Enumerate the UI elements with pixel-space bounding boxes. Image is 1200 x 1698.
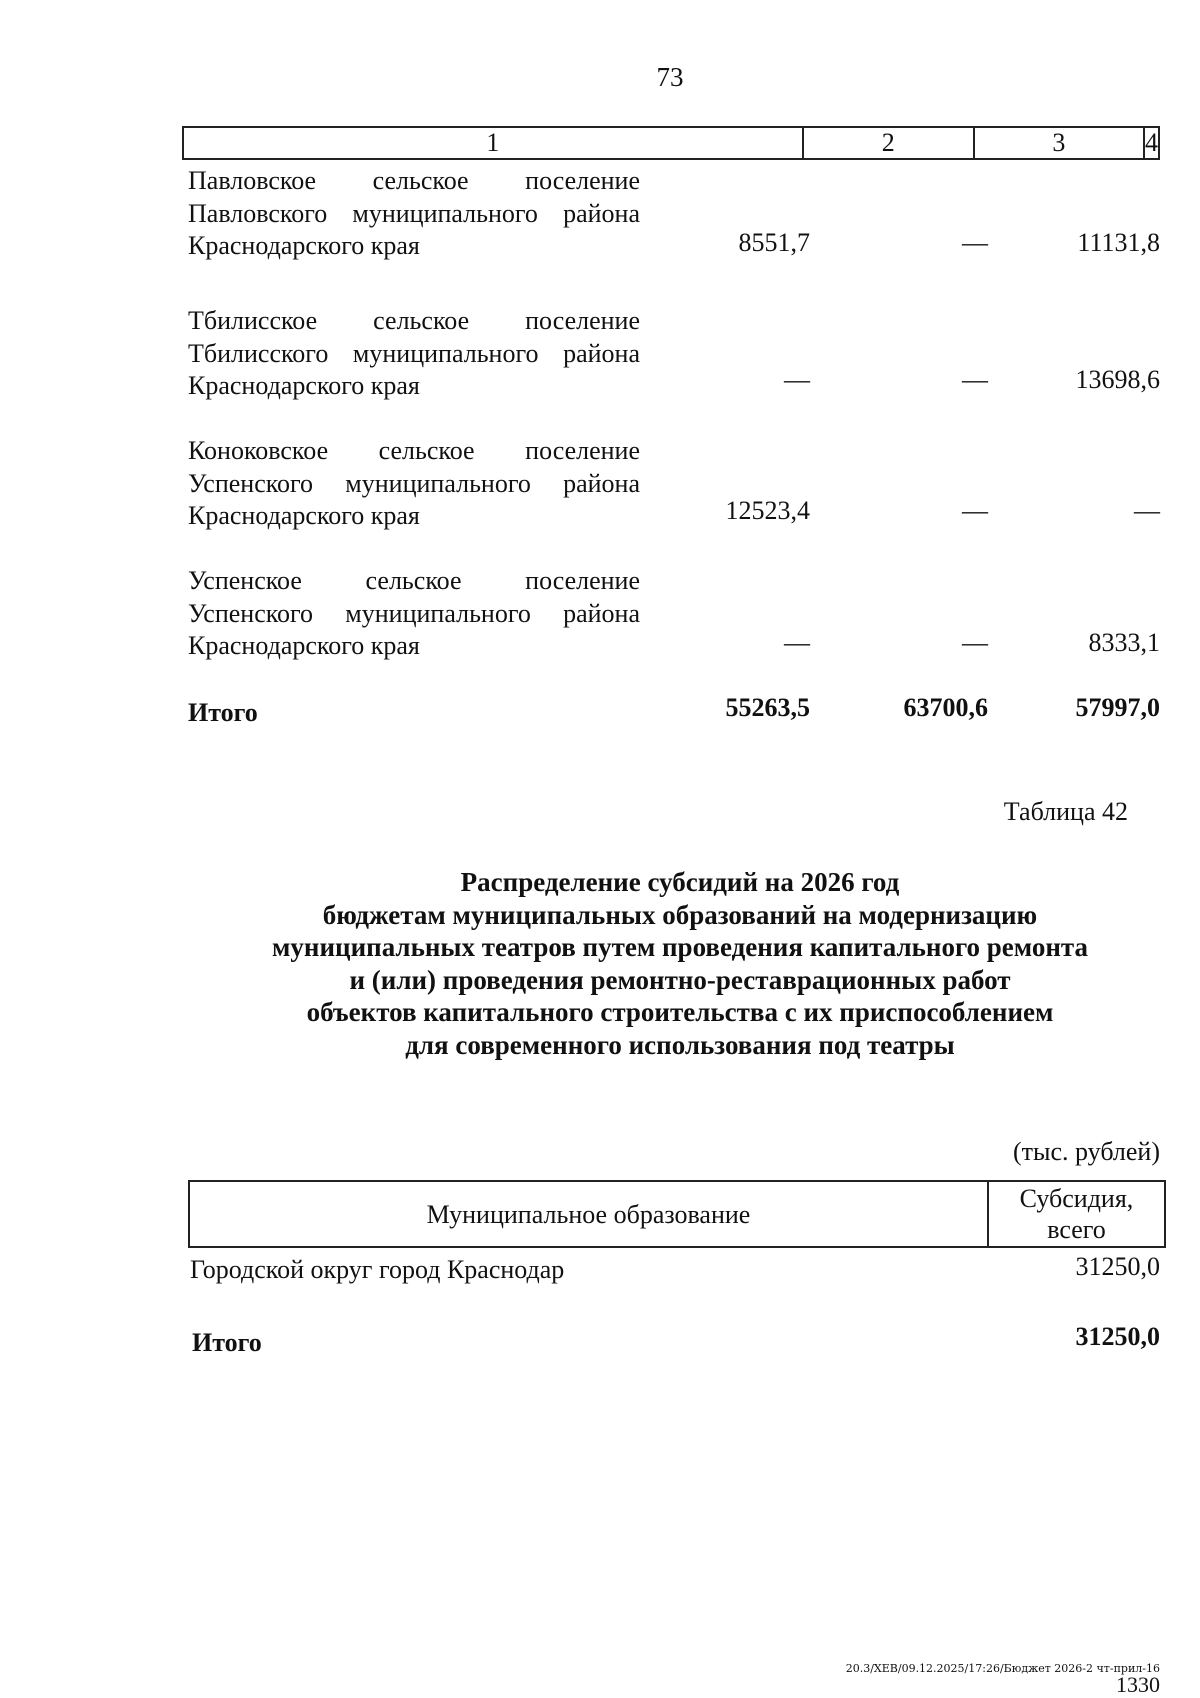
table1-total-col2: 55263,5 <box>725 693 810 722</box>
table2-header-name: Муниципальное образование <box>190 1182 989 1246</box>
table1-row-col2: 12523,4 <box>725 496 810 525</box>
table2-total-label: Итого <box>192 1328 262 1357</box>
table1-header-col3: 3 <box>975 128 1145 158</box>
table2-header-sum-line1: Субсидия, <box>1019 1184 1134 1213</box>
table1-row-col4: 8333,1 <box>1088 628 1160 657</box>
footer-sheet-number: 1330 <box>1116 1672 1160 1697</box>
table2-total-sum: 31250,0 <box>1075 1322 1160 1351</box>
table1-header <box>182 126 1160 160</box>
table-caption: Таблица 42 <box>1003 797 1128 826</box>
table1-row-col4: — <box>1134 496 1160 525</box>
table1-total-col4: 57997,0 <box>1075 693 1160 722</box>
table1-row-name: Коноковское сельское поселение Успенского муниципального района Краснодарского края <box>188 436 640 530</box>
table1-row-col3: — <box>962 365 988 394</box>
units-label: (тыс. рублей) <box>1012 1137 1160 1166</box>
title-line: бюджетам муниципальных образований на модернизацию <box>322 899 1038 930</box>
table1-total-label: Итого <box>188 698 258 727</box>
title-line: объектов капитального строительства с их приспособлением <box>306 997 1054 1027</box>
table1-row-name: Успенское сельское поселение Успенского муниципального района Краснодарского края <box>188 566 640 660</box>
title-line: и (или) проведения ремонтно-реставрационных работ <box>349 964 1011 995</box>
table1-row-col4: 11131,8 <box>1077 228 1160 257</box>
table1-row-col3: — <box>962 496 988 525</box>
table1-header-col2: 2 <box>804 128 975 158</box>
table2-header-sum-line2: всего <box>1047 1215 1106 1244</box>
title-line: для современного использования под театры <box>405 1029 955 1060</box>
table1-header-col4: 4 <box>1145 128 1159 157</box>
table2-row-name: Городской округ город Краснодар <box>190 1255 565 1284</box>
table1-row-col4: 13698,6 <box>1075 365 1160 394</box>
table2-header <box>188 1180 1166 1248</box>
table1-row-col2: — <box>784 365 810 394</box>
table1-row-col3: — <box>962 628 988 657</box>
title-line: Распределение субсидий на 2026 год <box>460 867 900 897</box>
table1-row-col2: — <box>784 628 810 657</box>
table-title <box>160 866 1200 1061</box>
table1-row-col2: 8551,7 <box>738 228 810 257</box>
footer-document-code: 20.3/XEB/09.12.2025/17:26/Бюджет 2026-2 чт-прил-16 <box>845 1662 1160 1675</box>
table1-header-col1: 1 <box>184 128 804 158</box>
table2-header-sum <box>989 1182 1164 1246</box>
table1-row-name: Тбилисское сельское поселение Тбилисского муниципального района Краснодарского края <box>188 306 640 400</box>
table1-row-col3: — <box>962 228 988 257</box>
table1-total-col3: 63700,6 <box>903 693 988 722</box>
table2-row-sum: 31250,0 <box>1075 1252 1160 1281</box>
table1-row-name: Павловское сельское поселение Павловского муниципального района Краснодарского края <box>188 166 640 260</box>
page-number: 73 <box>656 62 684 92</box>
title-line: муниципальных театров путем проведения капитального ремонта <box>272 932 1088 962</box>
